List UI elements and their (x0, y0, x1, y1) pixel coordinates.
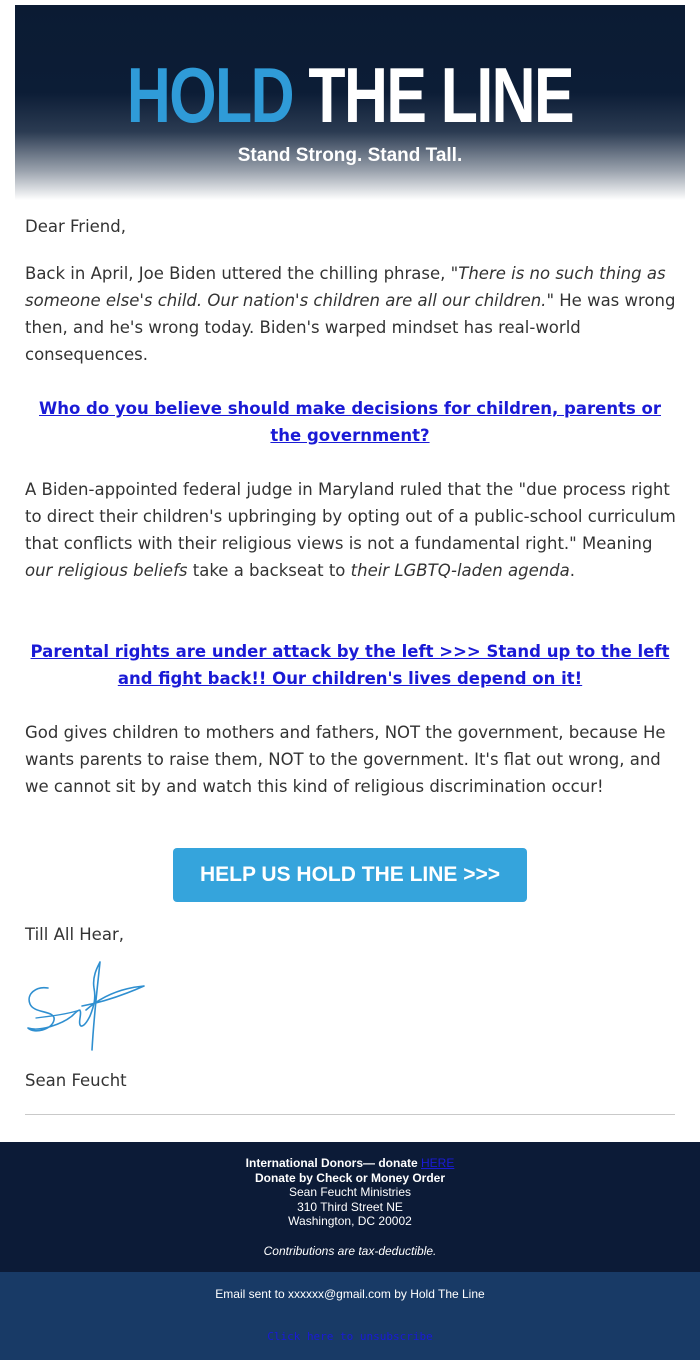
paragraph-1 (25, 260, 680, 368)
paragraph-2-text-b: take a backseat to (187, 561, 351, 580)
hold-the-line-logo (89, 53, 612, 137)
paragraph-1-text-a: Back in April, Joe Biden uttered the chilling phrase, " (25, 264, 459, 283)
tax-note: Contributions are tax-deductible. (263, 1243, 437, 1258)
decisions-link[interactable]: Who do you believe should make decisions for children, parents or the government? (39, 399, 661, 445)
logo-hold: HOLD (126, 51, 294, 139)
check-donation-label: Donate by Check or Money Order (254, 1170, 446, 1185)
header-banner (15, 5, 685, 200)
donate-here-link[interactable]: HERE (421, 1156, 455, 1170)
paragraph-2-emphasis-1: our religious beliefs (25, 561, 188, 580)
international-donors-line (0, 1156, 700, 1171)
paragraph-3: God gives children to mothers and fathers, NOT the government, because He wants parents to raise them, NOT to the government. It's flat out wrong, and we cannot sit by and watch this kind of religious discrimination occur! (25, 723, 666, 796)
paragraph-2-text-a: A Biden-appointed federal judge in Maryland ruled that the "due process right to direct their children's upbringing by opting out of a public-school curriculum that conflicts with their religious views is not a fundamental right." Meaning (25, 480, 676, 553)
link-block-2 (25, 638, 675, 692)
biden-quote: There is no such thing as someone else's child. Our nation's children are all our children. (25, 264, 666, 310)
closing: Till All Hear, (25, 925, 124, 944)
tagline: Stand Strong. Stand Tall. (237, 145, 463, 166)
signature-image (22, 958, 150, 1058)
help-us-hold-the-line-button[interactable]: HELP US HOLD THE LINE >>> (173, 848, 527, 902)
city-address: Washington, DC 20002 (288, 1214, 412, 1228)
paragraph-2-emphasis-2: their LGBTQ-laden agenda (350, 561, 570, 580)
paragraph-1-text-b: " He was wrong then, and he's wrong today. Biden's warped mindset has real-world consequences. (25, 291, 676, 364)
email-footer (0, 1272, 700, 1360)
paragraph-2 (25, 476, 680, 584)
divider (25, 1114, 675, 1115)
paragraph-2-text-c: . (569, 561, 576, 580)
donation-footer (0, 1142, 700, 1272)
org-name: Sean Feucht Ministries (288, 1185, 412, 1199)
sent-to-line: Email sent to xxxxxx@gmail.com by Hold The Line (215, 1287, 485, 1301)
street-address: 310 Third Street NE (297, 1199, 403, 1214)
parental-rights-link[interactable]: Parental rights are under attack by the left >>> Stand up to the left and fight back!! Our children's lives depend on it! (30, 642, 670, 688)
greeting: Dear Friend, (25, 217, 126, 236)
international-donors-label: International Donors— donate (245, 1156, 421, 1170)
signer-name: Sean Feucht (25, 1071, 127, 1090)
unsubscribe-link[interactable]: Click here to unsubscribe (267, 1330, 433, 1343)
link-block-1 (25, 395, 675, 449)
logo-the-line: THE LINE (308, 51, 574, 139)
